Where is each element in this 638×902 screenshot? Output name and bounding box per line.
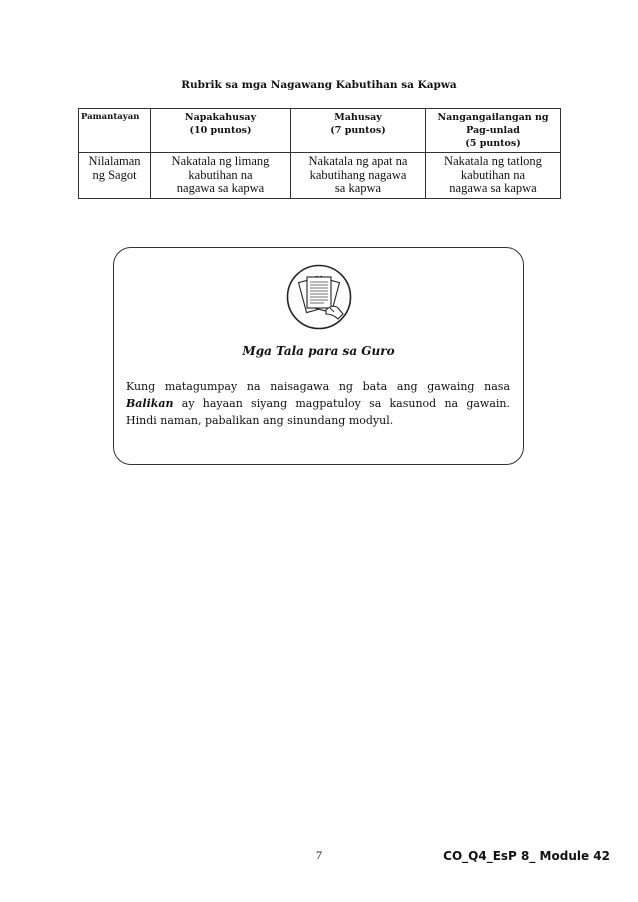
- page-number: 7: [316, 848, 322, 862]
- papers-in-hand-icon: [286, 264, 352, 330]
- cell-text: nagawa sa kapwa: [449, 181, 537, 195]
- cell-text: sa kapwa: [334, 181, 382, 195]
- cell-text: ng Sagot: [92, 167, 137, 182]
- note-line: Kung matagumpay na naisagawa ng bata ang gawaing nasa: [126, 380, 510, 393]
- header-good: [291, 109, 426, 153]
- table-row: [79, 153, 561, 199]
- cell-good: [291, 153, 426, 199]
- header-text: Nangangailangan ng: [437, 112, 549, 123]
- header-points: (10 puntos): [189, 125, 252, 136]
- cell-excellent: [151, 153, 291, 199]
- header-criteria: [79, 109, 151, 153]
- header-text: Pag-unlad: [466, 125, 520, 136]
- cell-text: Nakatala ng limang: [171, 154, 270, 168]
- note-line-rest: ay hayaan siyang magpatuloy sa kasunod na gawain.: [173, 397, 510, 410]
- header-needs-improvement: [426, 109, 561, 153]
- cell-text: Nilalaman: [88, 154, 141, 168]
- note-line: [126, 395, 510, 412]
- cell-needs-improvement: [426, 153, 561, 199]
- cell-text: kabutihang nagawa: [309, 167, 407, 182]
- cell-text: kabutihan na: [460, 167, 526, 182]
- cell-text: Nakatala ng tatlong: [444, 154, 542, 168]
- header-excellent: [151, 109, 291, 153]
- teacher-notes-box: [113, 247, 524, 465]
- header-text: Napakahusay: [184, 112, 257, 123]
- note-emphasis: Balikan: [126, 397, 174, 410]
- teacher-notes-body: [126, 378, 510, 429]
- header-points: (5 puntos): [465, 138, 521, 149]
- rubric-title: Rubrik sa mga Nagawang Kabutihan sa Kapwa: [181, 79, 457, 91]
- header-points: (7 puntos): [330, 125, 386, 136]
- rubric-header-row: [79, 109, 561, 153]
- teacher-notes-heading: Mga Tala para sa Guro: [242, 344, 395, 358]
- cell-text: kabutihan na: [188, 167, 253, 182]
- cell-text: Nakatala ng apat na: [308, 154, 408, 168]
- header-text: Mahusay: [334, 112, 382, 123]
- cell-text: nagawa sa kapwa: [176, 181, 265, 195]
- header-text: Pamantayan: [81, 112, 140, 122]
- note-line: Hindi naman, pabalikan ang sinundang modyul.: [126, 414, 394, 427]
- cell-criteria: [79, 153, 151, 199]
- rubric-table: [78, 108, 561, 199]
- module-code: CO_Q4_EsP 8_ Module 42: [443, 849, 610, 863]
